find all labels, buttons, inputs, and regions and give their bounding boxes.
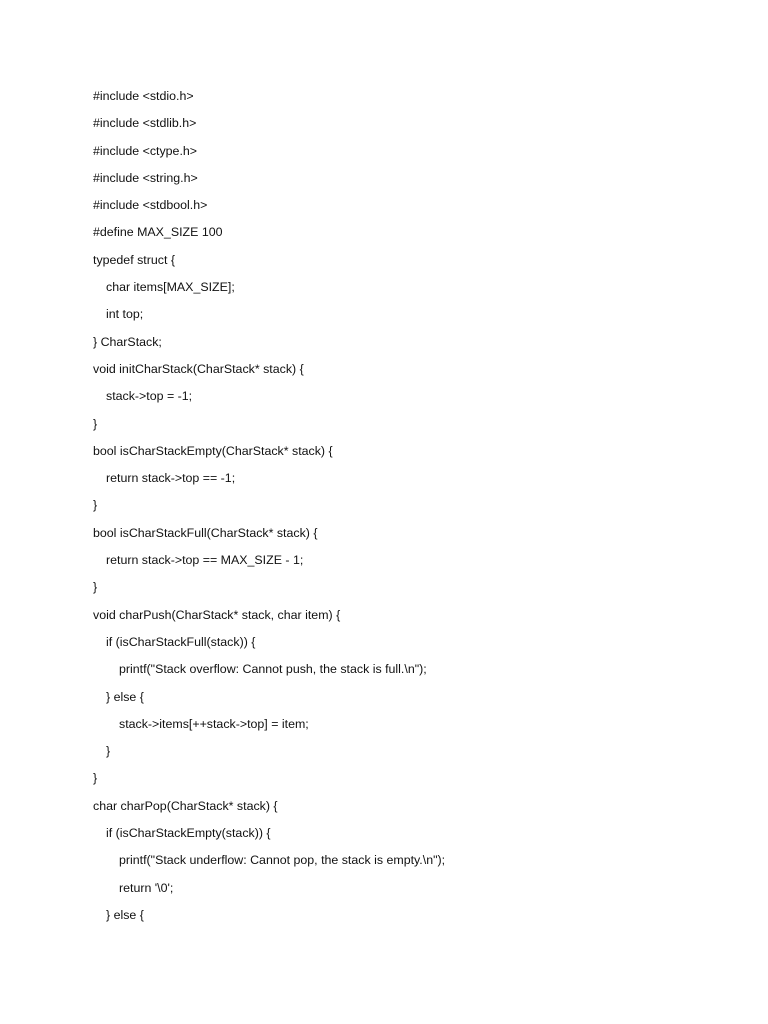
code-line: } CharStack; xyxy=(93,334,162,349)
code-line: } xyxy=(93,498,98,513)
code-line: void charPush(CharStack* stack, char item) { xyxy=(93,607,341,622)
code-line: } else { xyxy=(106,689,144,704)
code-line: int top; xyxy=(106,307,144,322)
code-line: return stack->top == -1; xyxy=(106,471,236,486)
code-line: stack->items[++stack->top] = item; xyxy=(119,716,309,731)
code-line: #include <stdio.h> xyxy=(93,89,194,103)
code-line: printf("Stack underflow: Cannot pop, the stack is empty.\n"); xyxy=(119,853,446,868)
code-line: } xyxy=(93,580,98,595)
code-line: #include <stdbool.h> xyxy=(93,198,208,213)
code-line: #include <string.h> xyxy=(93,170,198,185)
code-line: char items[MAX_SIZE]; xyxy=(106,280,235,295)
code-line: if (isCharStackFull(stack)) { xyxy=(106,634,256,649)
code-line: } xyxy=(93,771,98,786)
code-line: } xyxy=(106,744,111,759)
code-line: bool isCharStackEmpty(CharStack* stack) { xyxy=(93,443,333,458)
code-listing xyxy=(93,86,445,932)
code-line: return stack->top == MAX_SIZE - 1; xyxy=(106,553,304,568)
code-line: } xyxy=(93,416,98,431)
code-line: void initCharStack(CharStack* stack) { xyxy=(93,361,304,376)
code-line: #include <stdlib.h> xyxy=(93,116,197,131)
code-line: char charPop(CharStack* stack) { xyxy=(93,798,278,813)
code-line: printf("Stack overflow: Cannot push, the stack is full.\n"); xyxy=(119,662,427,677)
code-line: stack->top = -1; xyxy=(106,389,193,404)
code-line: return '\0'; xyxy=(119,880,174,895)
code-line: #include <ctype.h> xyxy=(93,143,198,158)
code-line: if (isCharStackEmpty(stack)) { xyxy=(106,826,271,841)
code-line: } else { xyxy=(106,907,144,922)
code-line: bool isCharStackFull(CharStack* stack) { xyxy=(93,525,318,540)
code-line: #define MAX_SIZE 100 xyxy=(93,225,223,240)
code-line: typedef struct { xyxy=(93,252,175,267)
